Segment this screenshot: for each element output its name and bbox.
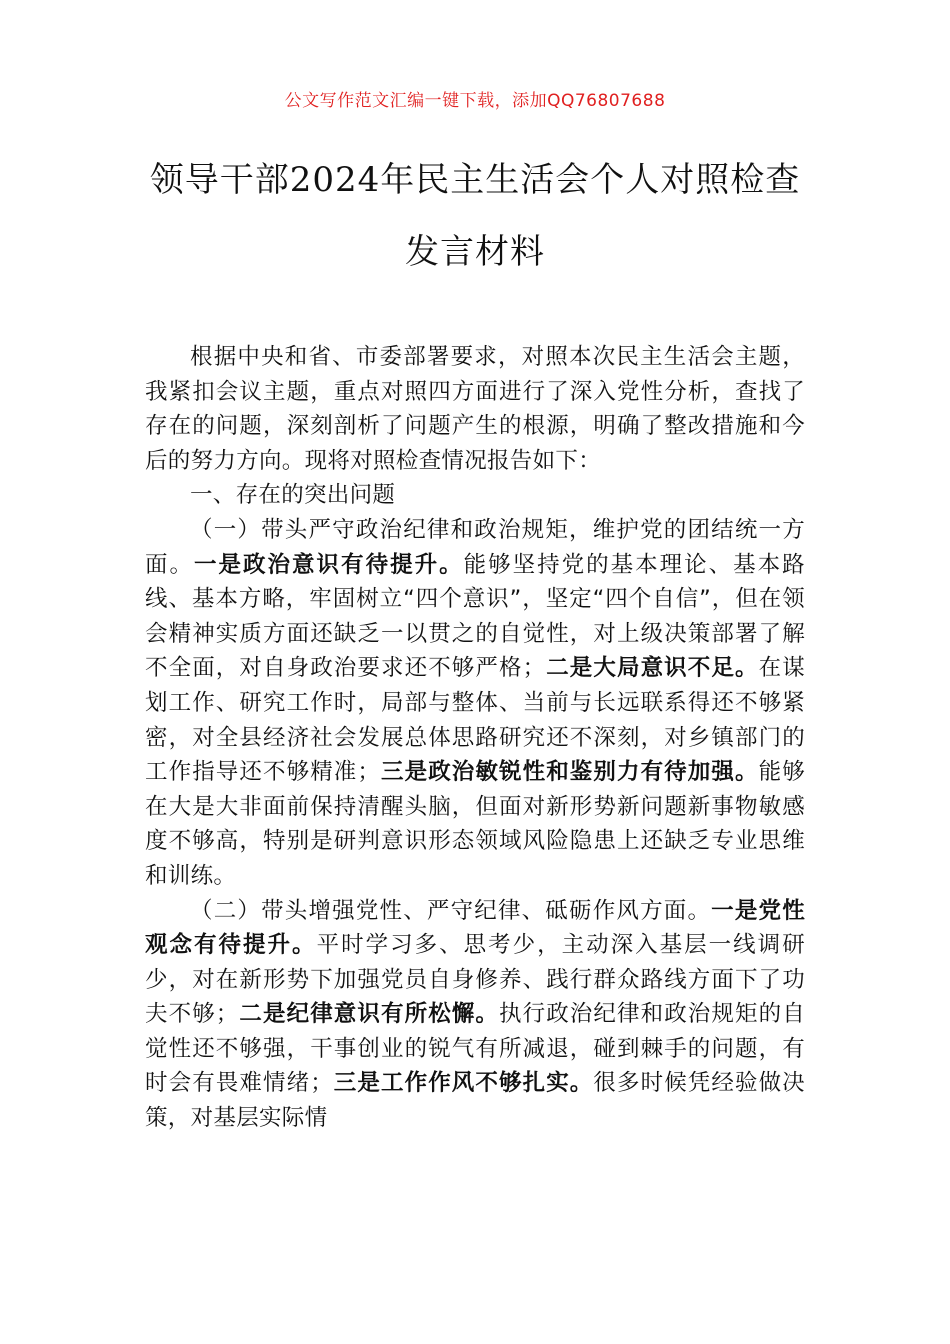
paragraph-lead: （二）带头增强党性、严守纪律、砥砺作风方面。 [190,897,712,924]
section-heading: 一、存在的突出问题 [190,482,396,509]
header-download-note: 公文写作范文汇编一键下载，添加QQ76807688 [284,91,666,111]
bold-point-2: 二是纪律意识有所松懈。 [238,1001,499,1028]
point-text-2: 执行政治纪律和政治规矩的自觉性还不够强，干事创业的锐气有所减退，碰到棘手的问题，有时会有畏难情绪； [145,1001,805,1097]
bold-point-3: 三是工作作风不够扎实。 [333,1070,594,1097]
bold-point-1: 一是党性观念有待提升。 [145,897,806,959]
bold-point-3: 三是政治敏锐性和鉴别力有待加强。 [380,759,759,786]
point-text-3: 能够在大是大非面前保持清醒头脑，但面对新形势新问题新事物敏感度不够高，特别是研判意识形态领域风险隐患上还缺乏专业思维和训练。 [145,759,805,889]
bold-point-1: 一是政治意识有待提升。 [194,551,464,578]
document-title-line-1: 领导干部2024年民主生活会个人对照检查 [149,160,801,200]
paragraph-party-spirit [145,894,805,1136]
paragraph-political-discipline [145,513,805,894]
point-text-3: 很多时候凭经验做决策，对基层实际情 [145,1070,805,1132]
bold-point-2: 二是大局意识不足。 [545,655,759,682]
document-body [145,340,805,1136]
document-title-line-2: 发言材料 [405,232,545,272]
intro-paragraph: 根据中央和省、市委部署要求，对照本次民主生活会主题，我紧扣会议主题，重点对照四方面进行了深入党性分析，查找了存在的问题，深刻剖析了问题产生的根源，明确了整改措施和今后的努力方向。现将对照检查情况报告如下： [145,344,805,474]
point-text-1: 能够坚持党的基本理论、基本路线、基本方略，牢固树立“四个意识”，坚定“四个自信”，但在领会精神实质方面还缺乏一以贯之的自觉性，对上级决策部署了解不全面，对自身政治要求还不够严格； [145,551,805,682]
paragraph-lead: （一）带头严守政治纪律和政治规矩，维护党的团结统一方面。 [145,516,805,578]
point-text-2: 在谋划工作、研究工作时，局部与整体、当前与长远联系得还不够紧密，对全县经济社会发展总体思路研究还不深刻，对乡镇部门的工作指导还不够精准； [145,655,805,786]
point-text-1: 平时学习多、思考少，主动深入基层一线调研少，对在新形势下加强党员自身修养、践行群众路线方面下了功夫不够； [145,932,805,1028]
